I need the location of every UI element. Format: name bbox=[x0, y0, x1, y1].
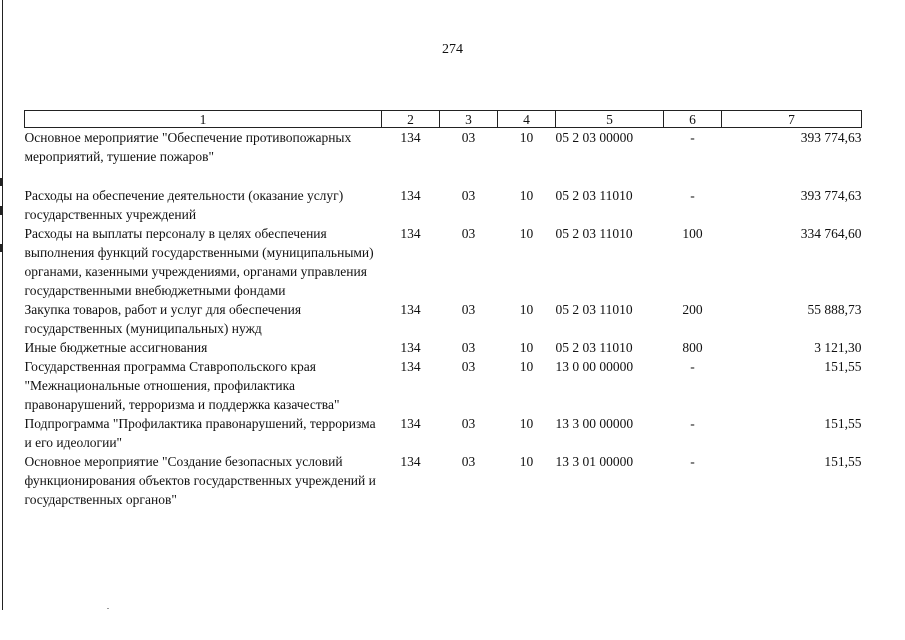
table-row bbox=[25, 414, 862, 452]
row-col7: 334 764,60 bbox=[800, 226, 862, 241]
row-col6: - bbox=[690, 359, 695, 374]
column-header-7: 7 bbox=[722, 111, 862, 128]
row-col4: 10 bbox=[519, 302, 534, 317]
row-col4: 10 bbox=[519, 416, 534, 431]
budget-table bbox=[24, 110, 862, 509]
row-col3: 03 bbox=[461, 340, 476, 355]
column-header-3: 3 bbox=[440, 111, 498, 128]
row-col7: 151,55 bbox=[824, 359, 862, 374]
row-col3: 03 bbox=[461, 416, 476, 431]
row-col5: 13 3 00 00000 bbox=[555, 416, 634, 431]
row-col4: 10 bbox=[519, 226, 534, 241]
row-col5: 05 2 03 00000 bbox=[555, 130, 634, 145]
scan-speck bbox=[107, 608, 109, 609]
row-col2: 134 bbox=[400, 188, 421, 203]
row-col4: 10 bbox=[519, 454, 534, 469]
row-col5: 05 2 03 11010 bbox=[555, 226, 633, 241]
row-name: Расходы на выплаты персоналу в целях обеспечения выполнения функций государственными (муниципальными) органами, казенными учреждениями, органами управления государственными внебюджетными фондами bbox=[24, 226, 374, 298]
column-header-4: 4 bbox=[498, 111, 556, 128]
row-name: Основное мероприятие "Создание безопасных условий функционирования объектов государственных учреждений и государственных органов" bbox=[24, 454, 376, 507]
row-name: Подпрограмма "Профилактика правонарушений, терроризма и его идеологии" bbox=[24, 416, 376, 450]
row-col7: 151,55 bbox=[824, 454, 862, 469]
table-row bbox=[25, 452, 862, 509]
row-col7: 3 121,30 bbox=[814, 340, 862, 355]
row-col4: 10 bbox=[519, 130, 534, 145]
row-name: Иные бюджетные ассигнования bbox=[24, 340, 208, 355]
row-col3: 03 bbox=[461, 188, 476, 203]
row-col6: - bbox=[690, 130, 695, 145]
page-edge-line bbox=[2, 0, 3, 610]
row-col6: - bbox=[690, 188, 695, 203]
row-col6: 100 bbox=[682, 226, 703, 241]
row-col4: 10 bbox=[519, 340, 534, 355]
row-col2: 134 bbox=[400, 359, 421, 374]
row-col2: 134 bbox=[400, 302, 421, 317]
row-col7: 393 774,63 bbox=[800, 188, 862, 203]
row-col5: 13 0 00 00000 bbox=[555, 359, 634, 374]
table-row bbox=[25, 300, 862, 338]
row-name: Закупка товаров, работ и услуг для обеспечения государственных (муниципальных) нужд bbox=[24, 302, 302, 336]
page-number: 274 bbox=[442, 42, 463, 57]
table-header-row bbox=[25, 111, 862, 128]
table-row bbox=[25, 128, 862, 187]
row-name: Основное мероприятие "Обеспечение противопожарных мероприятий, тушение пожаров" bbox=[24, 130, 352, 164]
row-col7: 393 774,63 bbox=[800, 130, 862, 145]
row-col2: 134 bbox=[400, 130, 421, 145]
page-edge-mark bbox=[0, 244, 2, 252]
row-col6: 200 bbox=[682, 302, 703, 317]
row-col2: 134 bbox=[400, 454, 421, 469]
row-col4: 10 bbox=[519, 359, 534, 374]
row-col6: - bbox=[690, 416, 695, 431]
table-row bbox=[25, 338, 862, 357]
row-name: Расходы на обеспечение деятельности (оказание услуг) государственных учреждений bbox=[24, 188, 344, 222]
table-row bbox=[25, 357, 862, 414]
row-col5: 05 2 03 11010 bbox=[555, 340, 633, 355]
row-name: Государственная программа Ставропольского края "Межнациональные отношения, профилактика правонарушений, терроризма и поддержка казачества" bbox=[24, 359, 340, 412]
column-header-2: 2 bbox=[382, 111, 440, 128]
row-col4: 10 bbox=[519, 188, 534, 203]
row-col3: 03 bbox=[461, 226, 476, 241]
row-col5: 05 2 03 11010 bbox=[555, 302, 633, 317]
row-col5: 05 2 03 11010 bbox=[555, 188, 633, 203]
row-col6: - bbox=[690, 454, 695, 469]
row-col2: 134 bbox=[400, 226, 421, 241]
page-edge-mark bbox=[0, 206, 2, 215]
row-col3: 03 bbox=[461, 359, 476, 374]
row-col3: 03 bbox=[461, 454, 476, 469]
row-col2: 134 bbox=[400, 416, 421, 431]
table-row bbox=[25, 186, 862, 224]
column-header-6: 6 bbox=[664, 111, 722, 128]
page-edge-mark bbox=[0, 178, 2, 186]
column-header-1: 1 bbox=[25, 111, 382, 128]
row-col7: 55 888,73 bbox=[807, 302, 862, 317]
row-col3: 03 bbox=[461, 302, 476, 317]
table-row bbox=[25, 224, 862, 300]
row-col7: 151,55 bbox=[824, 416, 862, 431]
column-header-5: 5 bbox=[556, 111, 664, 128]
row-col5: 13 3 01 00000 bbox=[555, 454, 634, 469]
row-col2: 134 bbox=[400, 340, 421, 355]
row-col6: 800 bbox=[682, 340, 703, 355]
row-col3: 03 bbox=[461, 130, 476, 145]
